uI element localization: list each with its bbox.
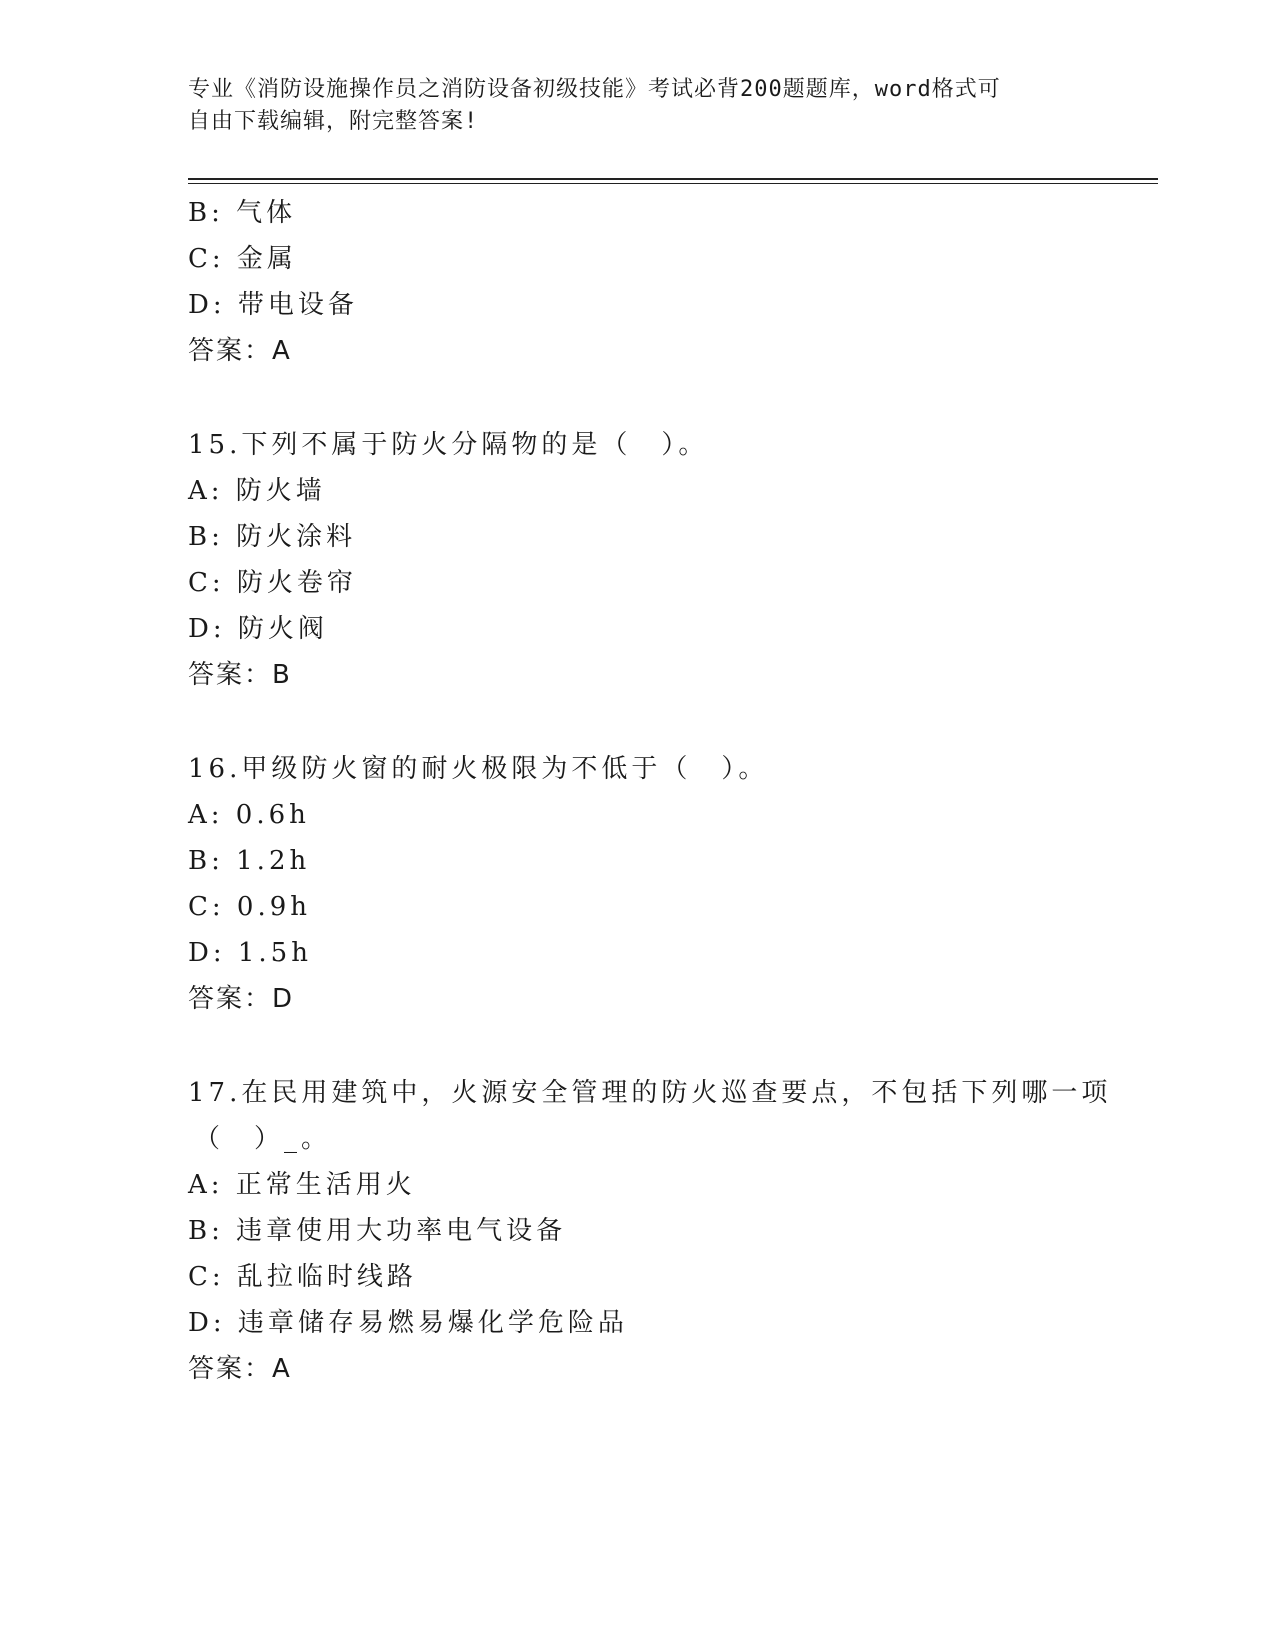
option-b: B: 防火涂料 xyxy=(188,522,357,552)
option-b: B: 违章使用大功率电气设备 xyxy=(188,1216,567,1246)
option-b: B: 气体 xyxy=(188,198,297,228)
option-d: D: 防火阀 xyxy=(188,614,328,644)
answer-line: 答案：B xyxy=(188,660,292,690)
option-d: D: 违章储存易燃易爆化学危险品 xyxy=(188,1308,628,1338)
question-15 xyxy=(188,422,1088,698)
question-fragment xyxy=(188,190,1088,374)
option-d: D: 带电设备 xyxy=(188,290,358,320)
header-line-1: 专业《消防设施操作员之消防设备初级技能》考试必背200题题库，word格式可 xyxy=(188,77,1001,102)
question-stem: 16.甲级防火窗的耐火极限为不低于（ ）。 xyxy=(188,754,769,784)
option-c: C: 乱拉临时线路 xyxy=(188,1262,417,1292)
header-divider-thick xyxy=(188,178,1158,180)
answer-line: 答案：D xyxy=(188,984,295,1014)
option-a: A: 防火墙 xyxy=(188,476,326,506)
header-divider-thin xyxy=(188,183,1158,184)
answer-line: 答案：A xyxy=(188,336,292,366)
option-c: C: 0.9h xyxy=(188,892,312,922)
option-d: D: 1.5h xyxy=(188,938,312,968)
question-stem: 15.下列不属于防火分隔物的是（ ）。 xyxy=(188,430,709,460)
header-line-2: 自由下载编辑，附完整答案! xyxy=(188,109,479,134)
option-c: C: 金属 xyxy=(188,244,297,274)
option-c: C: 防火卷帘 xyxy=(188,568,357,598)
question-list xyxy=(188,190,1112,1392)
answer-line: 答案：A xyxy=(188,1354,292,1384)
option-a: A: 正常生活用火 xyxy=(188,1170,416,1200)
question-17 xyxy=(188,1070,1112,1392)
option-b: B: 1.2h xyxy=(188,846,311,876)
document-header xyxy=(188,74,1068,138)
question-stem: 17.在民用建筑中，火源安全管理的防火巡查要点，不包括下列哪一项 xyxy=(188,1078,1112,1108)
question-16 xyxy=(188,746,1088,1022)
question-stem-continuation: （ ）_。 xyxy=(194,1124,332,1154)
option-a: A: 0.6h xyxy=(188,800,310,830)
